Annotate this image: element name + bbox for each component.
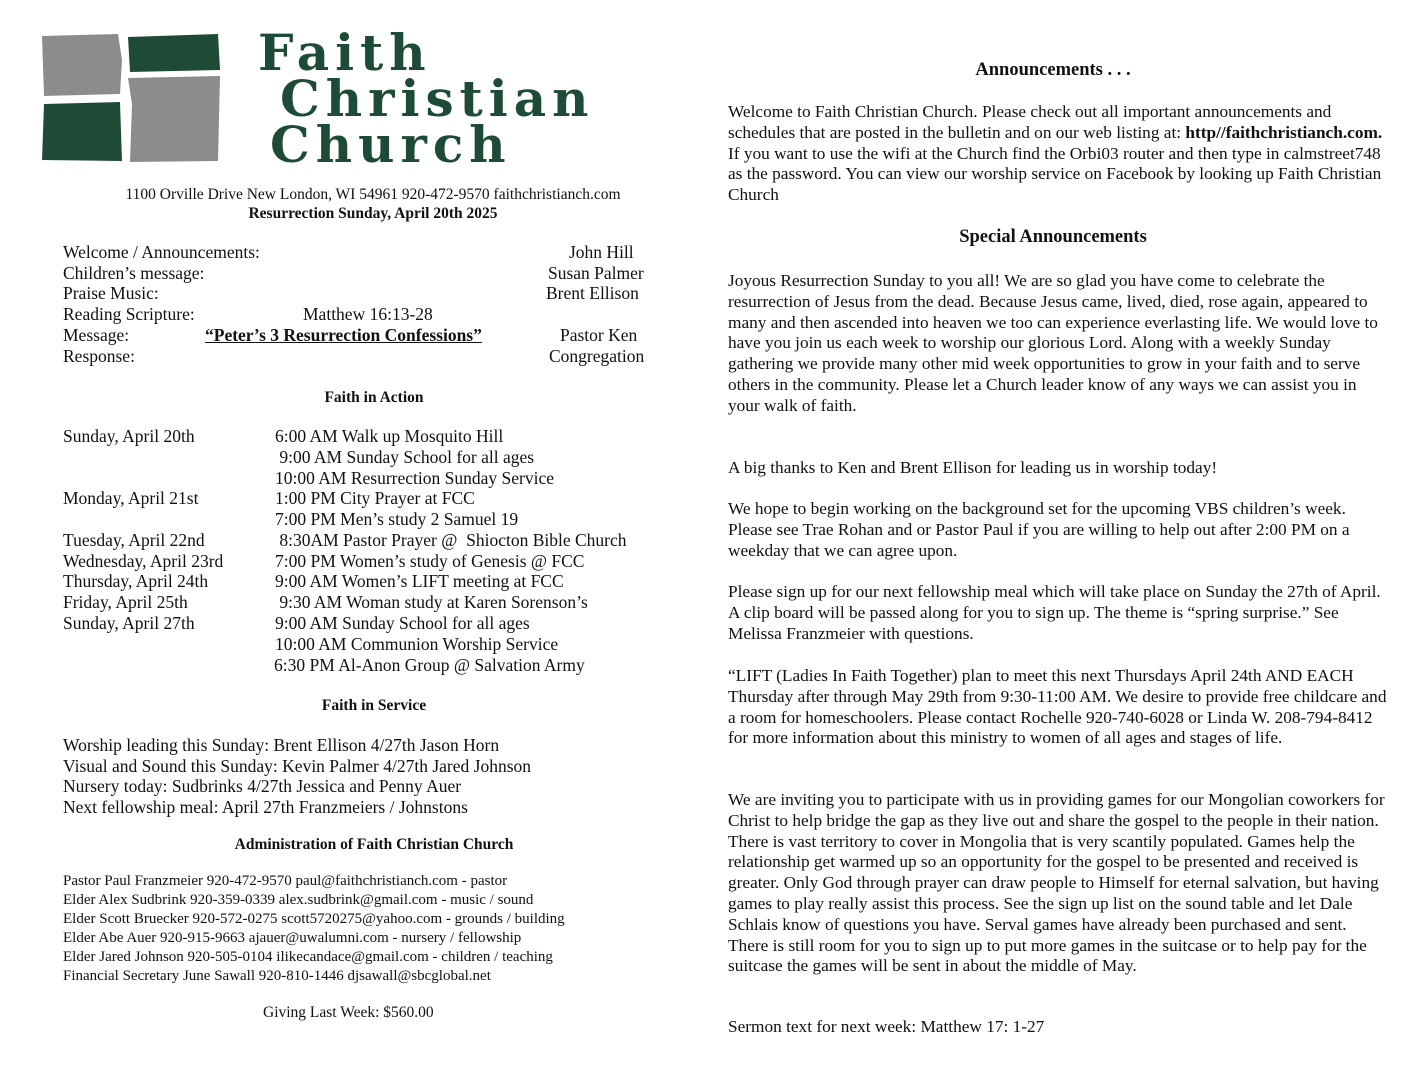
announcement-paragraph: Please sign up for our next fellowship meal which will take place on Sunday the 27th of April. A clip board will be passed along for you to sign up. The theme is “spring surprise.” See Melissa Franzmeier with questions. xyxy=(728,582,1381,643)
announcement-paragraph: “LIFT (Ladies In Faith Together) plan to meet this next Thursdays April 24th AND EACH Thursday after through May 29th from 9:30-11:00 AM. We desire to provide free childcare and a room for homeschoolers. Please contact Rochelle 920-740-6028 or Linda W. 208-794-8412 for more information about this ministry to women of all ages and stages of life. xyxy=(728,666,1387,748)
announcement-paragraph: Joyous Resurrection Sunday to you all! We are so glad you have come to celebrate the resurrection of Jesus from the dead. Because Jesus came, lived, died, rose again, appeared to many and then ascended into heaven we too can experience everlasting life. We would love to have you join us each week to worship our glorious Lord. Along with a weekly Sunday gathering we provide many other mid week opportunities to grow in your faith and to serve others in the community. Please let a Church leader know of any ways we can assist you in your walk of faith. xyxy=(728,271,1378,415)
admin-line: Elder Alex Sudbrink 920-359-0339 alex.sudbrink@gmail.com - music / sound xyxy=(63,892,534,908)
schedule-event: 9:00 AM Sunday School for all ages xyxy=(275,447,535,467)
faith-in-action-title: Faith in Action xyxy=(324,389,424,406)
admin-line: Elder Jared Johnson 920-505-0104 ilikecandace@gmail.com - children / teaching xyxy=(63,949,553,965)
schedule-row xyxy=(63,613,530,633)
schedule-day: Sunday, April 27th xyxy=(63,613,195,633)
logo-wordmark xyxy=(258,23,678,174)
church-logo-icon xyxy=(42,34,220,162)
next-sermon-text: Sermon text for next week: Matthew 17: 1-27 xyxy=(728,1017,1045,1036)
schedule-event: 9:30 AM Woman study at Karen Sorenson’s xyxy=(275,592,588,612)
schedule-day: Monday, April 21st xyxy=(63,488,199,508)
order-leader: Pastor Ken xyxy=(560,325,638,345)
special-announcements-title: Special Announcements xyxy=(959,227,1147,247)
church-address: 1100 Orville Drive New London, WI 54961 920-472-9570 faithchristianch.com xyxy=(125,186,621,203)
schedule-event: 6:30 PM Al-Anon Group @ Salvation Army xyxy=(274,655,585,675)
schedule-event: 10:00 AM Communion Worship Service xyxy=(275,634,559,654)
announcement-paragraph: We hope to begin working on the background set for the upcoming VBS children’s week. Please see Trae Rohan and or Pastor Paul if you are willing to help out after 2:00 PM on a weekday that we can agree upon. xyxy=(728,499,1350,560)
schedule-day: Wednesday, April 23rd xyxy=(63,551,224,571)
announcements-title: Announcements . . . xyxy=(975,60,1131,80)
order-label: Message: xyxy=(63,325,130,345)
service-line: Next fellowship meal: April 27th Franzmeiers / Johnstons xyxy=(63,797,468,817)
schedule-event: 7:00 PM Women’s study of Genesis @ FCC xyxy=(275,551,585,571)
admin-line: Financial Secretary June Sawall 920-810-1446 djsawall@sbcglobal.net xyxy=(63,968,491,984)
service-line: Visual and Sound this Sunday: Kevin Palmer 4/27th Jared Johnson xyxy=(63,756,532,776)
order-label: Reading Scripture: xyxy=(63,304,195,324)
order-label: Welcome / Announcements: xyxy=(63,242,260,262)
schedule-row xyxy=(63,551,585,571)
message-title: “Peter’s 3 Resurrection Confessions” xyxy=(205,325,482,345)
order-scripture: Matthew 16:13-28 xyxy=(303,304,433,324)
schedule-event: 1:00 PM City Prayer at FCC xyxy=(275,488,475,508)
announcement-paragraph: We are inviting you to participate with us in providing games for our Mongolian coworkers for Christ to help bridge the gap as they live out and share the gospel to the people in their nation. There is vast territory to cover in Mongolia that is very scantily populated. Games help the relationship get warmed up so an opportunity for the gospel to be presented and received is greater. Only God through prayer can draw people to Himself for eternal salvation, but having games to play really assist this process. See the sign up list on the sound table and let Dale Schlais know of questions you have. Serval games have already been purchased and sent. There is still room for you to sign up to put more games in the suitcase or to help pay for the suitcase the games will be sent in about the middle of May. xyxy=(728,790,1385,976)
schedule-day: Sunday, April 20th xyxy=(63,426,195,446)
schedule-row xyxy=(63,530,627,550)
order-row xyxy=(63,242,634,262)
schedule-day: Thursday, April 24th xyxy=(63,571,209,591)
schedule-event: 10:00 AM Resurrection Sunday Service xyxy=(275,468,554,488)
order-leader: John Hill xyxy=(569,242,634,262)
schedule-day: Friday, April 25th xyxy=(63,592,188,612)
schedule-row xyxy=(63,592,588,612)
admin-line: Pastor Paul Franzmeier 920-472-9570 paul@faithchristianch.com - pastor xyxy=(63,873,508,889)
schedule-event: 6:00 AM Walk up Mosquito Hill xyxy=(275,426,504,446)
announcement-paragraph: A big thanks to Ken and Brent Ellison for leading us in worship today! xyxy=(728,458,1218,477)
admin-line: Elder Scott Bruecker 920-572-0275 scott5720275@yahoo.com - grounds / building xyxy=(63,911,565,927)
schedule-event: 8:30AM Pastor Prayer @ Shiocton Bible Church xyxy=(275,530,627,550)
schedule-event: 7:00 PM Men’s study 2 Samuel 19 xyxy=(275,509,519,529)
logo-line-3: Church xyxy=(270,115,512,174)
order-label: Children’s message: xyxy=(63,263,205,283)
welcome-paragraph xyxy=(728,102,1388,206)
giving-total: Giving Last Week: $560.00 xyxy=(263,1004,434,1021)
order-leader: Congregation xyxy=(549,346,645,366)
order-row xyxy=(63,263,644,283)
faith-in-service-title: Faith in Service xyxy=(321,697,427,714)
order-leader: Susan Palmer xyxy=(548,263,644,283)
order-row xyxy=(63,325,638,345)
welcome-text-cont: If you want to use the wifi at the Church find the Orbi03 router and then type in calmstreet748 as the password. You can view our worship service on Facebook by looking up Faith Christian Church xyxy=(728,143,1382,205)
order-label: Praise Music: xyxy=(63,283,159,303)
schedule-row xyxy=(63,571,564,591)
logo-line-2: Christian xyxy=(280,69,595,128)
schedule-event: 9:00 AM Women’s LIFT meeting at FCC xyxy=(275,571,564,591)
admin-line: Elder Abe Auer 920-915-9663 ajauer@uwalumni.com - nursery / fellowship xyxy=(63,930,522,946)
service-date: Resurrection Sunday, April 20th 2025 xyxy=(248,205,498,222)
schedule-day: Tuesday, April 22nd xyxy=(63,530,205,550)
service-line: Nursery today: Sudbrinks 4/27th Jessica and Penny Auer xyxy=(63,776,462,796)
schedule-event: 9:00 AM Sunday School for all ages xyxy=(275,613,530,633)
administration-title: Administration of Faith Christian Church xyxy=(234,836,514,853)
order-row xyxy=(63,283,639,303)
order-row xyxy=(63,346,645,366)
logo-line-1: Faith xyxy=(258,23,432,82)
order-label: Response: xyxy=(63,346,135,366)
service-line: Worship leading this Sunday: Brent Ellison 4/27th Jason Horn xyxy=(63,735,500,755)
schedule-row xyxy=(63,488,475,508)
website-link[interactable]: http//faithchristianch.com. xyxy=(1185,122,1383,142)
welcome-text: Welcome to Faith Christian Church. Please check out all important announcements and schedules that are posted in the bulletin and on our web listing at: xyxy=(728,102,1332,142)
order-leader: Brent Ellison xyxy=(546,283,639,303)
order-row xyxy=(63,304,433,324)
schedule-row xyxy=(63,426,504,446)
